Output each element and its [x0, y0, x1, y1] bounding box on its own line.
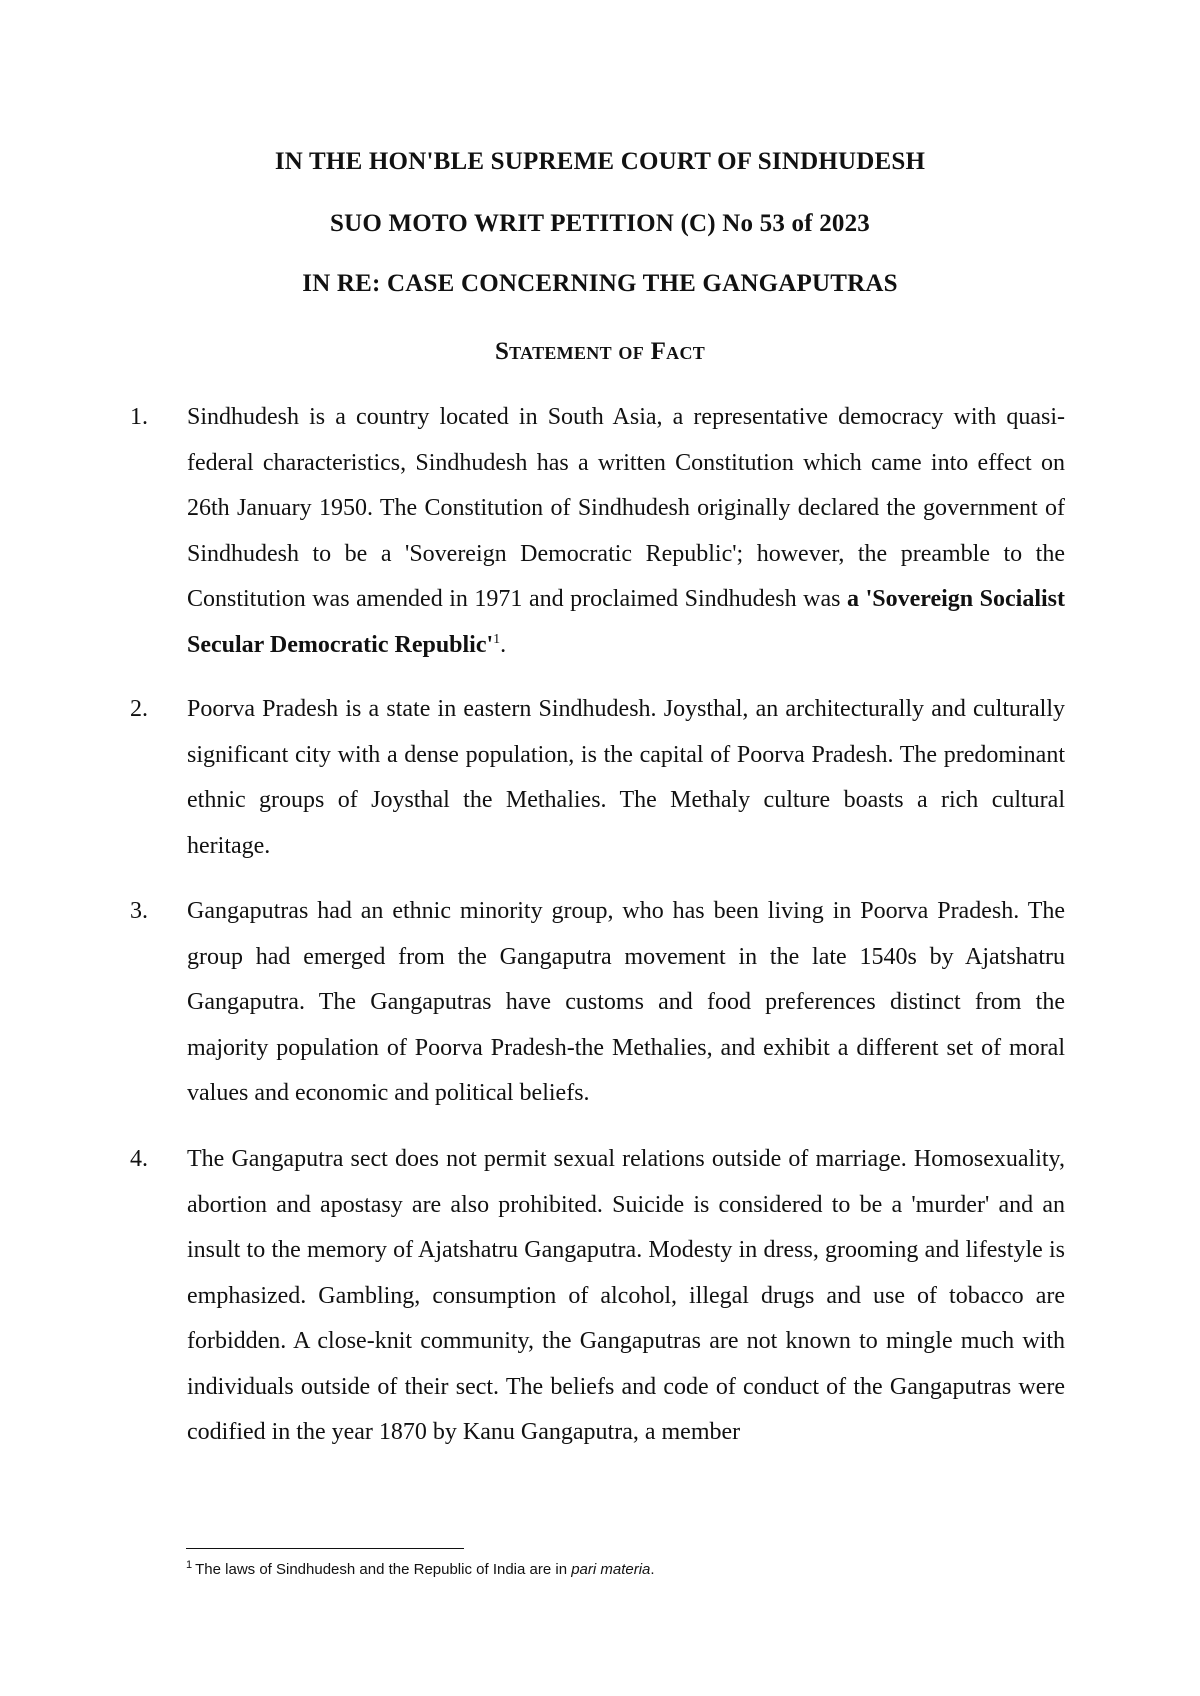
footnote-trailing: .	[650, 1561, 655, 1578]
court-heading: IN THE HON'BLE SUPREME COURT OF SINDHUDESH	[274, 148, 926, 175]
footnote	[186, 1560, 655, 1580]
petition-heading: SUO MOTO WRIT PETITION (C) No 53 of 2023	[329, 210, 870, 237]
paragraph-1-text: Sindhudesh is a country located in South Asia, a representative democracy with quasi-federal characteristics, Sindhudesh has a written Constitution which came into effect on 26th January 1950. The Constitution of Sindhudesh originally declared the government of Sindhudesh to be a 'Sovereign Democratic Republic'; however, the preamble to the Constitution was amended in 1971 and proclaimed Sindhudesh was	[187, 404, 1065, 612]
footnote-text: The laws of Sindhudesh and the Republic of India are in	[195, 1561, 572, 1578]
paragraph-text: Gangaputras had an ethnic minority group, who has been living in Poorva Pradesh. The group had emerged from the Gangaputra movement in the late 1540s by Ajatshatru Gangaputra. The Gangaputras have customs and food preferences distinct from the majority population of Poorva Pradesh-the Methalies, and exhibit a different set of moral values and economic and political beliefs.	[187, 898, 1065, 1106]
section-title: Statement of Fact	[494, 338, 706, 365]
paragraph-1-trailing: .	[500, 631, 507, 658]
paragraph-text: The Gangaputra sect does not permit sexual relations outside of marriage. Homosexuality, abortion and apostasy are also prohibited. Suicide is considered to be a 'murder' and an insult to the memory of Ajatshatru Gangaputra. Modesty in dress, grooming and lifestyle is emphasized. Gambling, consumption of alcohol, illegal drugs and use of tobacco are forbidden. A close-knit community, the Gangaputras are not known to mingle much with individuals outside of their sect. The beliefs and code of conduct of the Gangaputras were codified in the year 1870 by Kanu Gangaputra, a member	[187, 1146, 1065, 1445]
paragraph-text: Poorva Pradesh is a state in eastern Sindhudesh. Joysthal, an architecturally and culturally significant city with a dense population, is the capital of Poorva Pradesh. The predominant ethnic groups of Joysthal the Methalies. The Methaly culture boasts a rich cultural heritage.	[187, 696, 1065, 859]
paragraph-number: 4.	[130, 1146, 148, 1172]
paragraph-text	[187, 395, 1065, 668]
footnote-divider	[186, 1548, 464, 1549]
footnote-italic: pari materia	[571, 1561, 651, 1578]
paragraph-1-quote: a 'Sovereign Socialist Secular Democratic Republic'	[187, 586, 1066, 658]
case-heading: IN RE: CASE CONCERNING THE GANGAPUTRAS	[302, 270, 898, 297]
footnote-mark: 1	[186, 1559, 193, 1571]
paragraph-number: 1.	[130, 404, 148, 430]
paragraph-number: 2.	[130, 696, 148, 722]
paragraph-number: 3.	[130, 898, 148, 924]
footnote-reference[interactable]: 1	[493, 631, 501, 647]
